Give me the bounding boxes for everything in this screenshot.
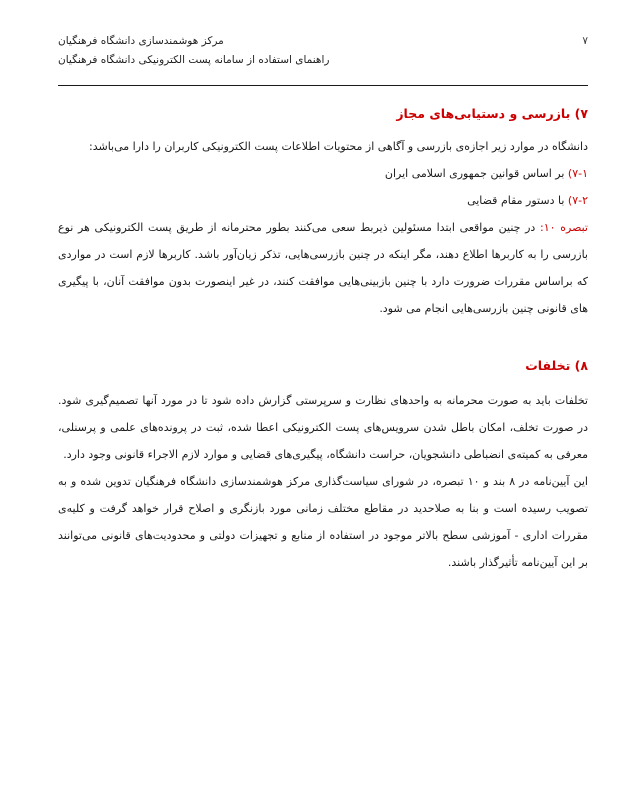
list-item	[58, 160, 588, 187]
header-title-block	[58, 34, 329, 68]
list-item-text: بر اساس قوانین جمهوری اسلامی ایران	[384, 167, 565, 180]
section-8-paragraph-1: تخلفات باید به صورت محرمانه به واحدهای نظارت و سرپرستی گزارش داده شود تا در مورد آنها تصمیم‌گیری شود. در صورت تخلف، امکان باطل شدن سرویس‌های پست الکترونیکی اعطا شده، ثبت در پرونده‌های علمی و پرسنلی، معرفی به کمیته‌ی انضباطی دانشجویان، حراست دانشگاه، پیگیری‌های قضایی و موارد لازم الاجراء قانونی وجود دارد.	[58, 394, 588, 461]
list-item-marker: ۷-۲)	[567, 194, 588, 207]
note-text: در چنین مواقعی ابتدا مسئولین ذیربط سعی می‌کنند بطور محترمانه از طریق پست الکترونیکی هر نوع بازرسی را به کاربرها اطلاع دهند، مگر اینکه در چنین بازرسی‌هایی، تذکر زیان‌آور باشد. کاربرها لازم است در مواردی که براساس مقررات ضرورت دارد با چنین بازبینی‌هایی موافقت کنند، در غیر اینصورت بدون موافقت آنان، با پیگیری های قانونی چنین بازرسی‌هایی انجام می شود.	[58, 221, 588, 315]
section-heading-7: ۷) بازرسی و دستیابی‌های مجاز	[396, 106, 588, 121]
page-header	[58, 34, 588, 68]
section-heading-8: ۸) تخلفات	[525, 358, 588, 373]
header-line-organization: مرکز هوشمندسازی دانشگاه فرهنگیان	[58, 35, 224, 47]
section-8-paragraph-2: این آیین‌نامه در ۸ بند و ۱۰ تبصره، در شورای سیاست‌گذاری مرکز هوشمندسازی دانشگاه فرهنگیان تدوین شده و به تصویب رسیده است و بنا به صلاحدید در مقاطع مختلف زمانی مورد بازنگری و اصلاح قرار خواهد گرفت و کلیه‌ی مقررات اداری - آموزشی سطح بالاتر موجود در استفاده از منابع و تجهیزات دولتی و محدودیت‌های قانونی می‌توانند بر این آیین‌نامه تأثیرگذار باشند.	[58, 475, 588, 569]
list-item	[58, 187, 588, 214]
note-label: تبصره ۱۰:	[540, 221, 588, 234]
section-7-note	[58, 214, 588, 322]
header-divider	[58, 85, 588, 86]
header-line-document-title: راهنمای استفاده از سامانه پست الکترونیکی دانشگاه فرهنگیان	[58, 54, 330, 66]
section-7-intro: دانشگاه در موارد زیر اجازه‌ی بازرسی و آگاهی از محتویات اطلاعات پست الکترونیکی کاربران را دارا می‌باشد:	[89, 140, 588, 153]
page-number: ۷	[582, 35, 588, 47]
list-item-marker: ۷-۱)	[567, 167, 588, 180]
document-body	[58, 104, 588, 576]
list-item-text: با دستور مقام قضایی	[467, 194, 565, 207]
